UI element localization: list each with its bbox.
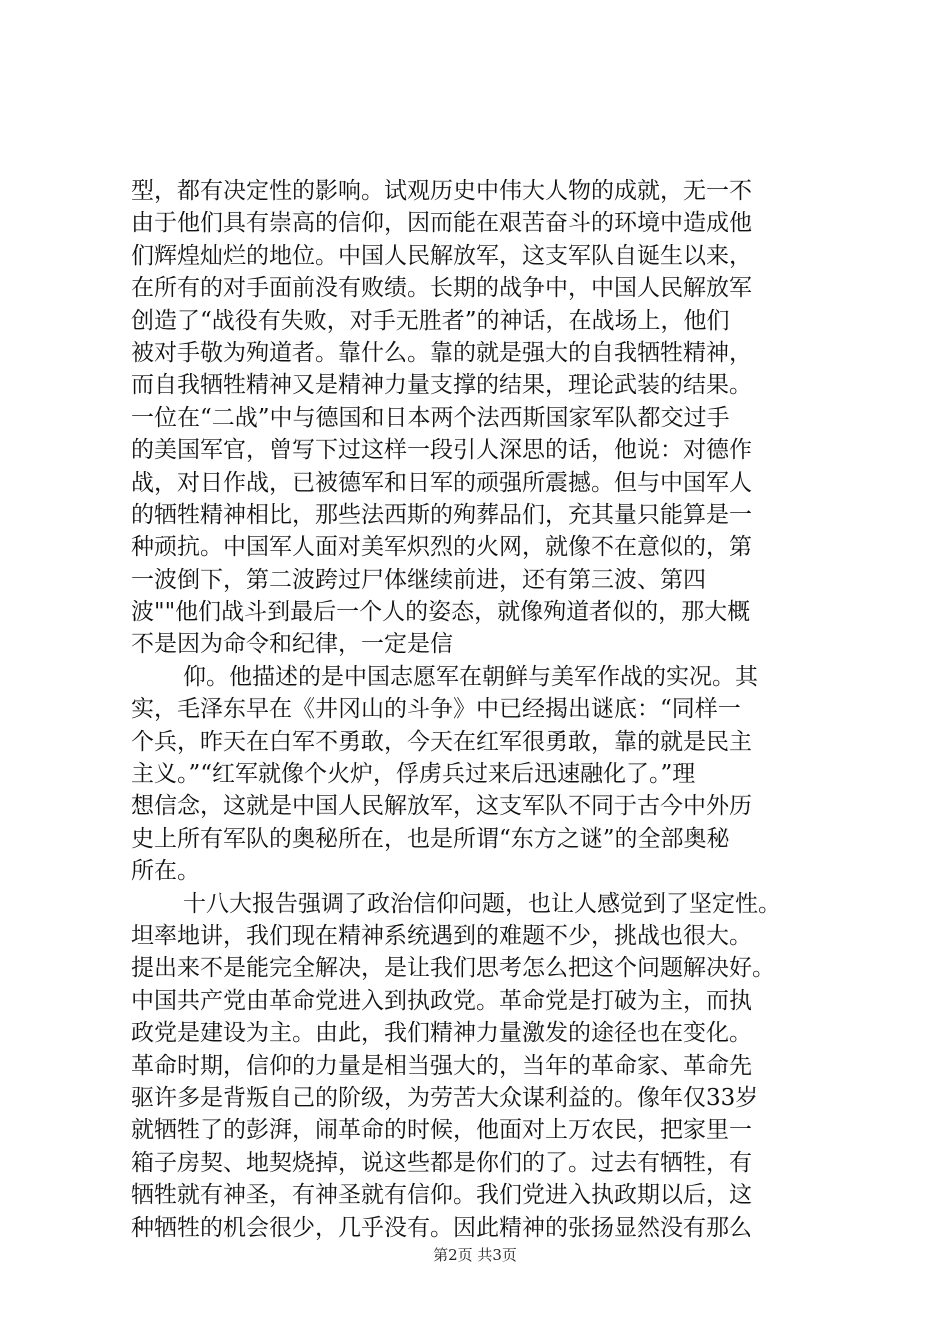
text-line: 被对手敬为殉道者。靠什么。靠的就是强大的自我牺牲精神， [131, 339, 752, 366]
body-text [131, 175, 831, 1244]
text-line: 由于他们具有崇高的信仰，因而能在艰苦奋斗的环境中造成他 [131, 210, 752, 237]
text-line: 牺牲就有神圣，有神圣就有信仰。我们党进入执政期以后，这 [131, 1182, 752, 1209]
text-line: 一波倒下，第二波跨过尸体继续前进，还有第三波、第四 [131, 566, 706, 593]
text-line: 所在。 [131, 858, 200, 885]
text-line: 政党是建设为主。由此，我们精神力量激发的途径也在变化。 [131, 1020, 752, 1047]
paragraph-first-line: 十八大报告强调了政治信仰问题，也让人感觉到了坚定性。 [183, 890, 781, 917]
text-line: 种顽抗。中国军人面对美军炽烈的火网，就像不在意似的，第 [131, 534, 752, 561]
paragraph-first-line: 仰。他描述的是中国志愿军在朝鲜与美军作战的实况。其 [183, 663, 758, 690]
text-line: 波""他们战斗到最后一个人的姿态，就像殉道者似的，那大概 [131, 599, 751, 626]
text-line: 主义。”“红军就像个火炉，俘虏兵过来后迅速融化了。”理 [131, 761, 696, 788]
text-line: 史上所有军队的奥秘所在，也是所谓“东方之谜”的全部奥秘 [131, 825, 730, 852]
text-line: 驱许多是背叛自己的阶级，为劳苦大众谋利益的。像年仅33岁 [131, 1084, 759, 1111]
text-line: 箱子房契、地契烧掉，说这些都是你们的了。过去有牺牲，有 [131, 1149, 752, 1176]
text-line: 种牺牲的机会很少，几乎没有。因此精神的张扬显然没有那么 [131, 1214, 752, 1241]
text-line: 坦率地讲，我们现在精神系统遇到的难题不少，挑战也很大。 [131, 922, 752, 949]
text-line: 一位在“二战”中与德国和日本两个法西斯国家军队都交过手 [131, 404, 730, 431]
text-line: 战，对日作战，已被德军和日军的顽强所震撼。但与中国军人 [131, 469, 752, 496]
text-line: 们辉煌灿烂的地位。中国人民解放军，这支军队自诞生以来， [131, 242, 752, 269]
page-footer: 第2页 共3页 [433, 1246, 517, 1264]
text-line: 想信念，这就是中国人民解放军，这支军队不同于古今中外历 [131, 793, 752, 820]
text-line: 实，毛泽东早在《井冈山的斗争》中已经揭出谜底：“同样一 [131, 696, 741, 723]
text-line: 个兵，昨天在白军不勇敢，今天在红军很勇敢，靠的就是民主 [131, 728, 752, 755]
text-line: 提出来不是能完全解决，是让我们思考怎么把这个问题解决好。 [131, 955, 775, 982]
text-line: 中国共产党由革命党进入到执政党。革命党是打破为主，而执 [131, 987, 752, 1014]
text-line: 的美国军官，曾写下过这样一段引人深思的话，他说：对德作 [131, 437, 752, 464]
text-line: 在所有的对手面前没有败绩。长期的战争中，中国人民解放军 [131, 275, 752, 302]
text-line: 的牺牲精神相比，那些法西斯的殉葬品们，充其量只能算是一 [131, 501, 752, 528]
text-line: 型，都有决定性的影响。试观历史中伟大人物的成就，无一不 [131, 178, 752, 204]
text-line: 不是因为命令和纪律，一定是信 [131, 631, 453, 658]
text-line: 革命时期，信仰的力量是相当强大的，当年的革命家、革命先 [131, 1052, 752, 1079]
text-line: 而自我牺牲精神又是精神力量支撑的结果，理论武装的结果。 [131, 372, 752, 399]
text-line: 就牺牲了的彭湃，闹革命的时候，他面对上万农民，把家里一 [131, 1117, 752, 1144]
text-line: 创造了“战役有失败，对手无胜者”的神话，在战场上，他们 [131, 307, 730, 334]
